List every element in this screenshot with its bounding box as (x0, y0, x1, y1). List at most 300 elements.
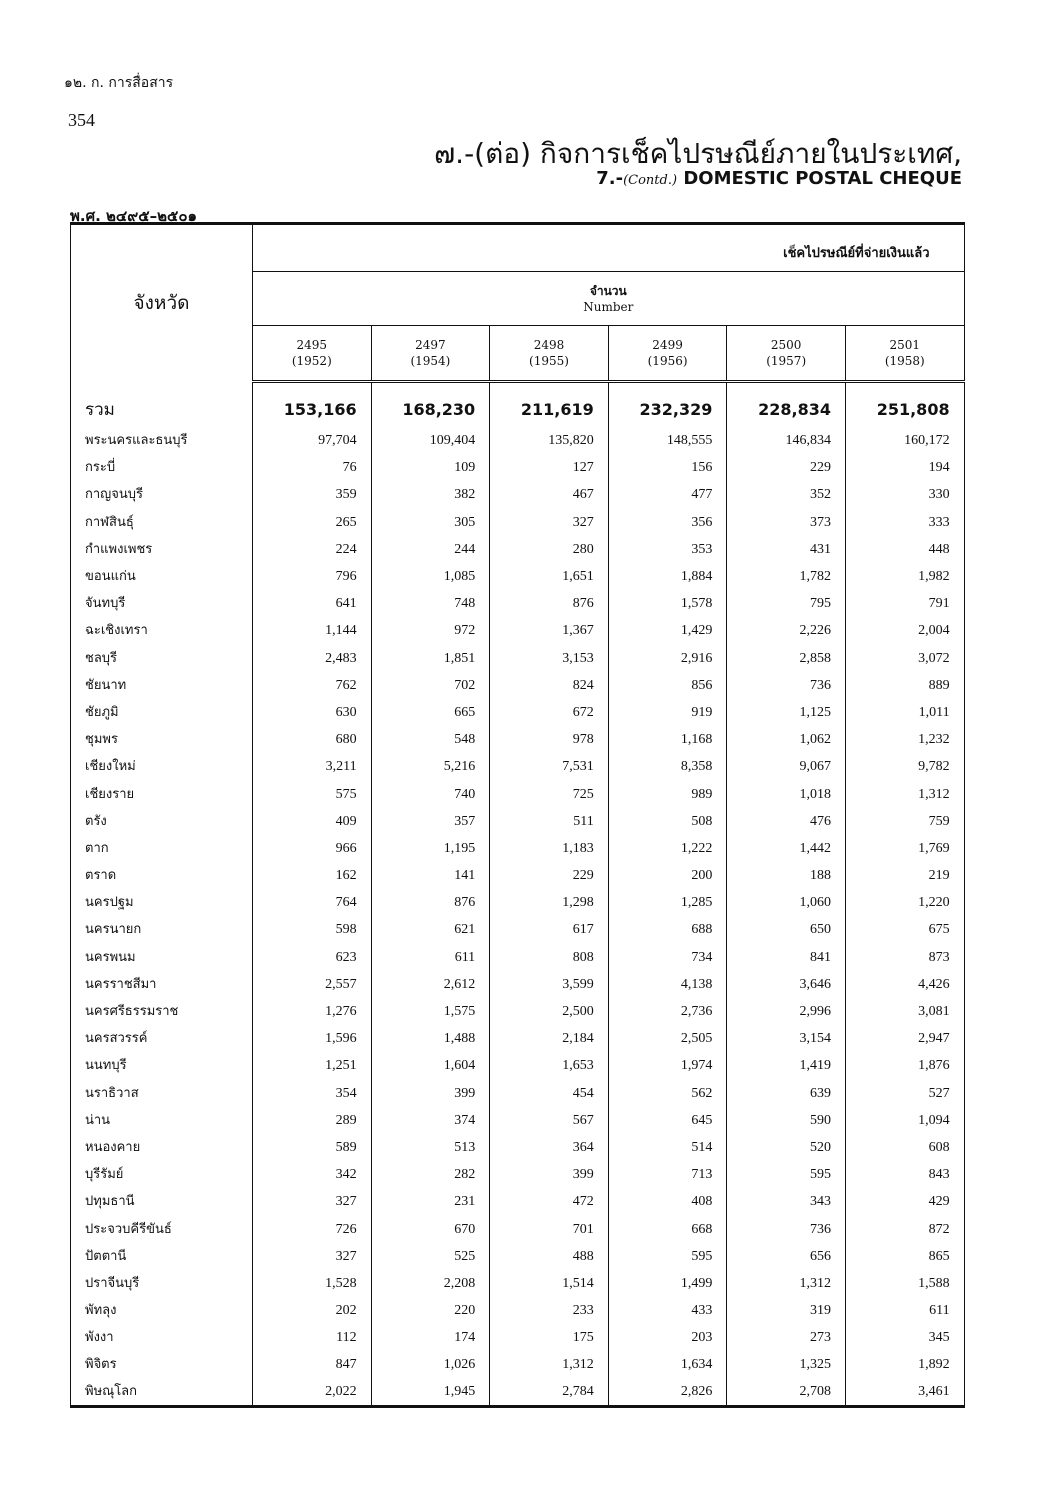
cheque-count-cell: 589 (253, 1134, 372, 1161)
cheque-count-cell: 2,612 (371, 971, 490, 998)
cheque-count-cell: 229 (490, 863, 609, 890)
cheque-count-cell: 1,298 (490, 890, 609, 917)
year-header (727, 326, 846, 382)
cheque-count-cell: 688 (608, 917, 727, 944)
province-name: กาฬสินธุ์ (71, 509, 253, 536)
cheque-count-cell: 408 (608, 1189, 727, 1216)
cheque-count-cell: 2,483 (253, 645, 372, 672)
cheque-count-cell: 76 (253, 455, 372, 482)
cheque-count-cell: 1,232 (845, 727, 964, 754)
cheque-count-cell: 701 (490, 1216, 609, 1243)
cheque-count-cell: 454 (490, 1080, 609, 1107)
cheque-count-cell: 672 (490, 699, 609, 726)
cheque-count-cell: 668 (608, 1216, 727, 1243)
table-row (71, 536, 965, 563)
cheque-count-cell: 1,222 (608, 835, 727, 862)
cheque-count-cell: 327 (253, 1243, 372, 1270)
table-row (71, 1270, 965, 1297)
table-row (71, 1053, 965, 1080)
cheque-count-cell: 174 (371, 1325, 490, 1352)
table-row (71, 645, 965, 672)
cheque-count-cell: 562 (608, 1080, 727, 1107)
table-row (71, 754, 965, 781)
province-name: ตราด (71, 863, 253, 890)
province-name: นราธิวาส (71, 1080, 253, 1107)
table-row (71, 835, 965, 862)
spacer-cell (490, 382, 609, 392)
cheque-count-cell: 1,312 (727, 1270, 846, 1297)
year-be: 2498 (533, 338, 565, 352)
cheque-count-cell: 2,858 (727, 645, 846, 672)
province-name: บุรีรัมย์ (71, 1162, 253, 1189)
province-name: นครศรีธรรมราช (71, 998, 253, 1025)
cheque-count-cell: 229 (727, 455, 846, 482)
year-be: 2497 (415, 338, 446, 352)
cheque-count-cell: 251,808 (845, 392, 964, 428)
cheque-count-cell: 514 (608, 1134, 727, 1161)
province-name: นครราชสีมา (71, 971, 253, 998)
cheque-count-cell: 357 (371, 808, 490, 835)
cheque-count-cell: 847 (253, 1352, 372, 1379)
cheque-count-cell: 146,834 (727, 428, 846, 455)
cheque-count-cell: 354 (253, 1080, 372, 1107)
cheque-count-cell: 1,892 (845, 1352, 964, 1379)
cheque-count-cell: 726 (253, 1216, 372, 1243)
cheque-count-cell: 5,216 (371, 754, 490, 781)
section-label: ๑๒. ก. การสื่อสาร (64, 75, 174, 91)
province-name: พิจิตร (71, 1352, 253, 1379)
cheque-count-cell: 135,820 (490, 428, 609, 455)
cheque-count-cell: 141 (371, 863, 490, 890)
table-row (71, 509, 965, 536)
cheque-count-cell: 650 (727, 917, 846, 944)
year-ce: (1958) (884, 354, 925, 368)
cheque-count-cell: 575 (253, 781, 372, 808)
cheque-count-cell: 1,011 (845, 699, 964, 726)
title-en-prefix: 7.- (596, 168, 624, 189)
cheque-count-cell: 273 (727, 1325, 846, 1352)
cheque-count-cell: 734 (608, 944, 727, 971)
table-row (71, 1216, 965, 1243)
table-row (71, 672, 965, 699)
cheque-count-cell: 488 (490, 1243, 609, 1270)
year-be: 2500 (770, 338, 802, 352)
cheque-count-cell: 548 (371, 727, 490, 754)
cheque-count-cell: 978 (490, 727, 609, 754)
province-name: นนทบุรี (71, 1053, 253, 1080)
page-title-en (596, 168, 962, 189)
cheque-count-cell: 8,358 (608, 754, 727, 781)
cheque-count-cell: 168,230 (371, 392, 490, 428)
cheque-count-cell: 1,276 (253, 998, 372, 1025)
cheque-count-cell: 1,653 (490, 1053, 609, 1080)
cheque-count-cell: 736 (727, 672, 846, 699)
province-name: ชัยภูมิ (71, 699, 253, 726)
table-row (71, 781, 965, 808)
province-name: จันทบุรี (71, 591, 253, 618)
postal-cheque-table (70, 222, 965, 1408)
cheque-count-cell: 448 (845, 536, 964, 563)
cheque-count-cell: 1,982 (845, 563, 964, 590)
cheque-count-cell: 305 (371, 509, 490, 536)
cheque-count-cell: 1,419 (727, 1053, 846, 1080)
table-row (71, 890, 965, 917)
paid-cheques-header: เช็คไปรษณีย์ที่จ่ายเงินแล้ว (253, 224, 965, 272)
table-row (71, 998, 965, 1025)
cheque-count-cell: 511 (490, 808, 609, 835)
cheque-count-cell: 1,782 (727, 563, 846, 590)
province-header: จังหวัด (71, 224, 253, 382)
cheque-count-cell: 228,834 (727, 392, 846, 428)
cheque-count-cell: 399 (490, 1162, 609, 1189)
table-row (71, 1379, 965, 1406)
cheque-count-cell: 330 (845, 482, 964, 509)
cheque-count-cell: 352 (727, 482, 846, 509)
province-name: หนองคาย (71, 1134, 253, 1161)
cheque-count-cell: 333 (845, 509, 964, 536)
cheque-count-cell: 156 (608, 455, 727, 482)
province-name: น่าน (71, 1107, 253, 1134)
cheque-count-cell: 824 (490, 672, 609, 699)
cheque-count-cell: 1,085 (371, 563, 490, 590)
table-row (71, 917, 965, 944)
cheque-count-cell: 97,704 (253, 428, 372, 455)
province-name: กำแพงเพชร (71, 536, 253, 563)
cheque-count-cell: 9,067 (727, 754, 846, 781)
cheque-count-cell: 232,329 (608, 392, 727, 428)
province-name: ขอนแก่น (71, 563, 253, 590)
cheque-count-cell: 1,062 (727, 727, 846, 754)
cheque-count-cell: 2,826 (608, 1379, 727, 1406)
cheque-count-cell: 748 (371, 591, 490, 618)
cheque-count-cell: 203 (608, 1325, 727, 1352)
cheque-count-cell: 4,138 (608, 971, 727, 998)
cheque-count-cell: 3,461 (845, 1379, 964, 1406)
cheque-count-cell: 736 (727, 1216, 846, 1243)
cheque-count-cell: 1,604 (371, 1053, 490, 1080)
spacer-cell (371, 382, 490, 392)
cheque-count-cell: 725 (490, 781, 609, 808)
cheque-count-cell: 211,619 (490, 392, 609, 428)
cheque-count-cell: 373 (727, 509, 846, 536)
cheque-count-cell: 109 (371, 455, 490, 482)
spacer-row (71, 382, 965, 392)
cheque-count-cell: 680 (253, 727, 372, 754)
cheque-count-cell: 1,018 (727, 781, 846, 808)
province-name: ตาก (71, 835, 253, 862)
year-ce: (1954) (410, 354, 451, 368)
cheque-count-cell: 153,166 (253, 392, 372, 428)
cheque-count-cell: 762 (253, 672, 372, 699)
province-name: ตรัง (71, 808, 253, 835)
cheque-count-cell: 623 (253, 944, 372, 971)
province-name: ฉะเชิงเทรา (71, 618, 253, 645)
page-number: 354 (68, 110, 95, 130)
table-row (71, 455, 965, 482)
cheque-count-cell: 567 (490, 1107, 609, 1134)
cheque-count-cell: 873 (845, 944, 964, 971)
cheque-count-cell: 841 (727, 944, 846, 971)
spacer-cell (71, 382, 253, 392)
cheque-count-cell: 611 (845, 1298, 964, 1325)
table-row (71, 699, 965, 726)
cheque-count-cell: 989 (608, 781, 727, 808)
spacer-cell (608, 382, 727, 392)
cheque-count-cell: 233 (490, 1298, 609, 1325)
table-row (71, 1189, 965, 1216)
province-name: ปราจีนบุรี (71, 1270, 253, 1297)
cheque-count-cell: 2,557 (253, 971, 372, 998)
cheque-count-cell: 795 (727, 591, 846, 618)
cheque-count-cell: 590 (727, 1107, 846, 1134)
table-row (71, 1243, 965, 1270)
number-header-en: Number (583, 299, 634, 314)
cheque-count-cell: 1,769 (845, 835, 964, 862)
table-row (71, 1080, 965, 1107)
cheque-count-cell: 740 (371, 781, 490, 808)
province-name: กาญจนบุรี (71, 482, 253, 509)
province-name: นครปฐม (71, 890, 253, 917)
spacer-cell (727, 382, 846, 392)
cheque-count-cell: 467 (490, 482, 609, 509)
cheque-count-cell: 3,211 (253, 754, 372, 781)
cheque-count-cell: 364 (490, 1134, 609, 1161)
cheque-count-cell: 2,004 (845, 618, 964, 645)
cheque-count-cell: 3,154 (727, 1026, 846, 1053)
cheque-count-cell: 202 (253, 1298, 372, 1325)
cheque-count-cell: 374 (371, 1107, 490, 1134)
province-name: ประจวบคีรีขันธ์ (71, 1216, 253, 1243)
cheque-count-cell: 1,312 (490, 1352, 609, 1379)
cheque-count-cell: 1,876 (845, 1053, 964, 1080)
province-name: รวม (71, 392, 253, 428)
cheque-count-cell: 219 (845, 863, 964, 890)
province-name: ชุมพร (71, 727, 253, 754)
cheque-count-cell: 175 (490, 1325, 609, 1352)
cheque-count-cell: 224 (253, 536, 372, 563)
spacer-cell (253, 382, 372, 392)
year-ce: (1957) (766, 354, 807, 368)
year-be: 2501 (889, 338, 921, 352)
cheque-count-cell: 188 (727, 863, 846, 890)
table-row (71, 808, 965, 835)
cheque-count-cell: 433 (608, 1298, 727, 1325)
cheque-count-cell: 702 (371, 672, 490, 699)
cheque-count-cell: 2,226 (727, 618, 846, 645)
cheque-count-cell: 713 (608, 1162, 727, 1189)
cheque-count-cell: 856 (608, 672, 727, 699)
cheque-count-cell: 641 (253, 591, 372, 618)
cheque-count-cell: 513 (371, 1134, 490, 1161)
cheque-count-cell: 282 (371, 1162, 490, 1189)
cheque-count-cell: 1,026 (371, 1352, 490, 1379)
cheque-count-cell: 645 (608, 1107, 727, 1134)
cheque-count-cell: 759 (845, 808, 964, 835)
cheque-count-cell: 1,651 (490, 563, 609, 590)
cheque-count-cell: 220 (371, 1298, 490, 1325)
cheque-count-cell: 1,514 (490, 1270, 609, 1297)
cheque-count-cell: 796 (253, 563, 372, 590)
province-name: นครพนม (71, 944, 253, 971)
province-name: พัทลุง (71, 1298, 253, 1325)
cheque-count-cell: 353 (608, 536, 727, 563)
cheque-count-cell: 1,575 (371, 998, 490, 1025)
cheque-count-cell: 1,220 (845, 890, 964, 917)
table-row (71, 1352, 965, 1379)
year-header (608, 326, 727, 382)
cheque-count-cell: 2,947 (845, 1026, 964, 1053)
cheque-count-cell: 843 (845, 1162, 964, 1189)
cheque-count-cell: 476 (727, 808, 846, 835)
cheque-count-cell: 1,499 (608, 1270, 727, 1297)
cheque-count-cell: 319 (727, 1298, 846, 1325)
year-be: 2499 (652, 338, 683, 352)
table-row (71, 1107, 965, 1134)
cheque-count-cell: 162 (253, 863, 372, 890)
year-be: 2495 (296, 338, 328, 352)
cheque-count-cell: 1,588 (845, 1270, 964, 1297)
cheque-count-cell: 2,208 (371, 1270, 490, 1297)
table-row (71, 1162, 965, 1189)
cheque-count-cell: 194 (845, 455, 964, 482)
cheque-count-cell: 598 (253, 917, 372, 944)
cheque-count-cell: 1,974 (608, 1053, 727, 1080)
cheque-count-cell: 595 (608, 1243, 727, 1270)
cheque-count-cell: 1,094 (845, 1107, 964, 1134)
cheque-count-cell: 1,251 (253, 1053, 372, 1080)
cheque-count-cell: 3,153 (490, 645, 609, 672)
cheque-count-cell: 656 (727, 1243, 846, 1270)
page-title-th: ๗.-(ต่อ) กิจการเช็คไปรษณีย์ภายในประเทศ, (434, 137, 962, 170)
spacer-cell (845, 382, 964, 392)
cheque-count-cell: 1,183 (490, 835, 609, 862)
cheque-count-cell: 1,528 (253, 1270, 372, 1297)
cheque-count-cell: 1,144 (253, 618, 372, 645)
cheque-count-cell: 345 (845, 1325, 964, 1352)
cheque-count-cell: 4,426 (845, 971, 964, 998)
cheque-count-cell: 3,599 (490, 971, 609, 998)
province-name: พระนครและธนบุรี (71, 428, 253, 455)
cheque-count-cell: 617 (490, 917, 609, 944)
province-name: พิษณุโลก (71, 1379, 253, 1406)
province-name: ชัยนาท (71, 672, 253, 699)
table-row (71, 1134, 965, 1161)
year-header (845, 326, 964, 382)
cheque-count-cell: 382 (371, 482, 490, 509)
province-name: นครนายก (71, 917, 253, 944)
cheque-count-cell: 1,429 (608, 618, 727, 645)
cheque-count-cell: 520 (727, 1134, 846, 1161)
cheque-count-cell: 265 (253, 509, 372, 536)
cheque-count-cell: 595 (727, 1162, 846, 1189)
table-row (71, 1298, 965, 1325)
cheque-count-cell: 608 (845, 1134, 964, 1161)
cheque-count-cell: 327 (253, 1189, 372, 1216)
cheque-count-cell: 1,884 (608, 563, 727, 590)
cheque-count-cell: 160,172 (845, 428, 964, 455)
cheque-count-cell: 356 (608, 509, 727, 536)
cheque-count-cell: 7,531 (490, 754, 609, 781)
cheque-count-cell: 675 (845, 917, 964, 944)
cheque-count-cell: 639 (727, 1080, 846, 1107)
cheque-count-cell: 280 (490, 536, 609, 563)
cheque-count-cell: 808 (490, 944, 609, 971)
number-header (253, 272, 965, 326)
province-name: กระบี่ (71, 455, 253, 482)
cheque-count-cell: 231 (371, 1189, 490, 1216)
province-name: เชียงราย (71, 781, 253, 808)
cheque-count-cell: 966 (253, 835, 372, 862)
cheque-count-cell: 1,168 (608, 727, 727, 754)
table-row (71, 482, 965, 509)
cheque-count-cell: 1,596 (253, 1026, 372, 1053)
cheque-count-cell: 889 (845, 672, 964, 699)
cheque-count-cell: 2,500 (490, 998, 609, 1025)
year-header (490, 326, 609, 382)
province-name: ปัตตานี (71, 1243, 253, 1270)
table-row (71, 591, 965, 618)
table-row (71, 1325, 965, 1352)
cheque-count-cell: 112 (253, 1325, 372, 1352)
table-row (71, 428, 965, 455)
province-name: พังงา (71, 1325, 253, 1352)
cheque-count-cell: 343 (727, 1189, 846, 1216)
cheque-count-cell: 109,404 (371, 428, 490, 455)
cheque-count-cell: 611 (371, 944, 490, 971)
cheque-count-cell: 2,708 (727, 1379, 846, 1406)
year-ce: (1952) (291, 354, 332, 368)
table-row (71, 563, 965, 590)
cheque-count-cell: 342 (253, 1162, 372, 1189)
cheque-count-cell: 359 (253, 482, 372, 509)
province-name: ชลบุรี (71, 645, 253, 672)
cheque-count-cell: 665 (371, 699, 490, 726)
cheque-count-cell: 1,060 (727, 890, 846, 917)
province-name: ปทุมธานี (71, 1189, 253, 1216)
cheque-count-cell: 9,782 (845, 754, 964, 781)
cheque-count-cell: 200 (608, 863, 727, 890)
cheque-count-cell: 148,555 (608, 428, 727, 455)
cheque-count-cell: 919 (608, 699, 727, 726)
cheque-count-cell: 3,072 (845, 645, 964, 672)
cheque-count-cell: 244 (371, 536, 490, 563)
cheque-count-cell: 972 (371, 618, 490, 645)
cheque-count-cell: 2,916 (608, 645, 727, 672)
number-header-th: จำนวน (589, 283, 627, 298)
title-en-contd: (Contd.) (623, 173, 678, 188)
cheque-count-cell: 872 (845, 1216, 964, 1243)
cheque-count-cell: 791 (845, 591, 964, 618)
year-header (253, 326, 372, 382)
cheque-count-cell: 670 (371, 1216, 490, 1243)
cheque-count-cell: 1,325 (727, 1352, 846, 1379)
year-header (371, 326, 490, 382)
cheque-count-cell: 327 (490, 509, 609, 536)
cheque-count-cell: 2,784 (490, 1379, 609, 1406)
period-label: พ.ศ. ๒๔๙๕–๒๕๐๑ (70, 207, 198, 225)
cheque-count-cell: 2,736 (608, 998, 727, 1025)
cheque-count-cell: 1,851 (371, 645, 490, 672)
cheque-count-cell: 508 (608, 808, 727, 835)
cheque-count-cell: 1,578 (608, 591, 727, 618)
cheque-count-cell: 1,442 (727, 835, 846, 862)
title-en-main: DOMESTIC POSTAL CHEQUE (683, 168, 962, 189)
cheque-count-cell: 1,634 (608, 1352, 727, 1379)
cheque-count-cell: 527 (845, 1080, 964, 1107)
table-row (71, 1026, 965, 1053)
cheque-count-cell: 399 (371, 1080, 490, 1107)
cheque-count-cell: 876 (490, 591, 609, 618)
